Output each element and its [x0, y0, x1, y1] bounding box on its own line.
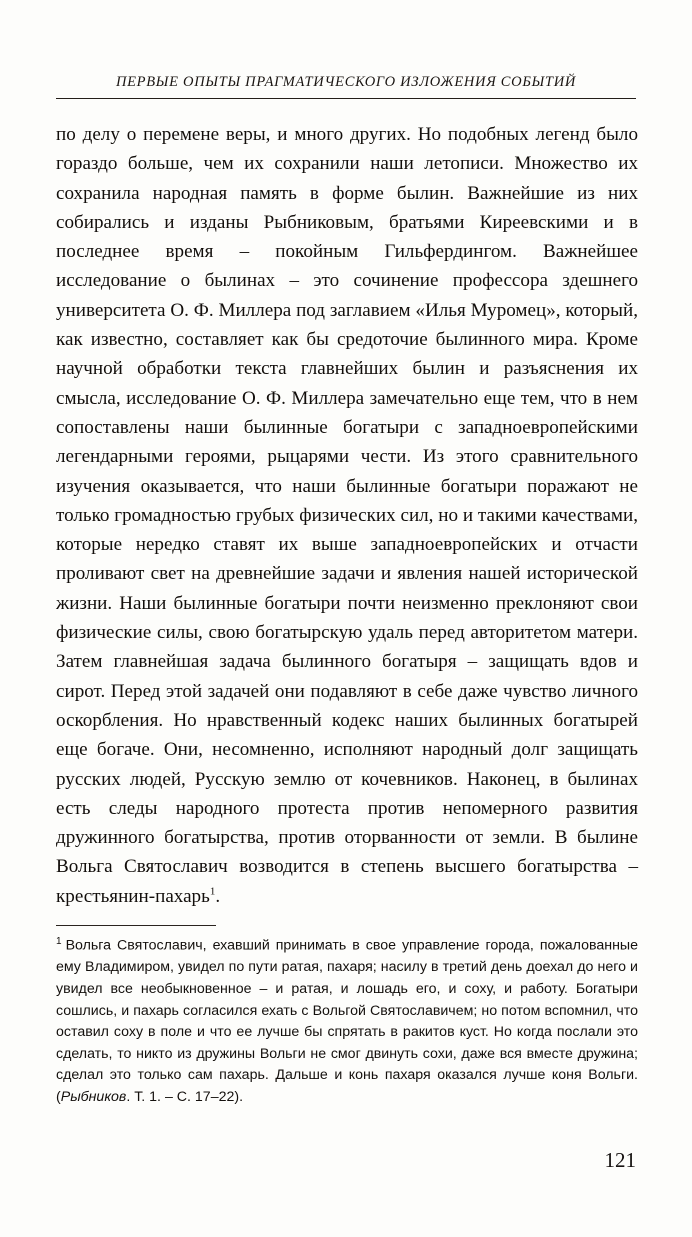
footnote-divider — [56, 925, 216, 926]
footnote-text-after-source: . Т. 1. – С. 17–22). — [126, 1088, 244, 1105]
body-text: по делу о перемене веры, и много других. Но подобных легенд было гораздо больше, чем их сохранили наши летописи. Множество их сохранила народная память в форме былин. Важнейшие из них собирались и изданы Рыбниковым, братьями Киреевскими и в последнее время – покойным Гильфердингом. Важнейшее исследование о былинах – это сочинение профессора здешнего университета О. Ф. Миллера под заглавием «Илья Муромец», который, как известно, составляет как бы средоточие былинного мира. Кроме научной обработки текста главнейших былин и разъяснения их смысла, исследование О. Ф. Миллера замечательно еще тем, что в нем сопоставлены наши былинные богатыри с западноевропейскими легендарными героями, рыцарями чести. Из этого сравнительного изучения оказывается, что наши былинные богатыри поражают не только громадностью грубых физических сил, но и такими качествами, которые нередко ставят их выше западноевропейских и отчасти проливают свет на древнейшие задачи и явления нашей исторической жизни. Наши былинные богатыри почти неизменно преклоняют свои физические силы, свою богатырскую удаль перед авторитетом матери. Затем главнейшая задача былинного богатыря – защищать вдов и сирот. Перед этой задачей они подавляют в себе даже чувство личного оскорбления. Но нравственный кодекс наших былинных богатырей еще богаче. Они, несомненно, исполняют народный долг защищать русских людей, Русскую землю от кочевников. Наконец, в былинах есть следы народного протеста против непомерного развития дружинного богатырства, против оторванности от земли. В былине Вольга Святославич возводится в степень высшего богатырства – крестьянин-пахарь — [56, 124, 638, 907]
body-text-tail: . — [215, 885, 221, 907]
footnote-reference[interactable]: 1 — [209, 885, 216, 898]
running-head: ПЕРВЫЕ ОПЫТЫ ПРАГМАТИЧЕСКОГО ИЗЛОЖЕНИЯ СОБЫТИЙ — [115, 74, 577, 90]
footnote-source-name: Рыбников — [60, 1088, 127, 1105]
header-divider — [56, 98, 636, 99]
page-number: 121 — [604, 1148, 636, 1172]
footnote-text-before-source: Вольга Святославич, ехавший принимать в свое управление города, пожалованные ему Владимиром, увидел по пути ратая, пахаря; насилу в третий день доехал до него и увидел все необыкновенное – и ратая, и лошадь его, и соху, и работу. Богатыри сошлись, и пахарь согласился ехать с Вольгой Святославичем; но потом вспомнил, что оставил соху в поле и что ее лучше бы спрятать в ракитов куст. Но когда послали это сделать, то никто из дружины Вольги не смог двинуть сохи, даже вся вместе дружина; сделал это только сам пахарь. Дальше и конь пахаря оказался лучше коня Вольги. ( — [56, 937, 638, 1105]
footnote-marker: 1 — [56, 936, 62, 947]
body-paragraph — [56, 120, 638, 911]
footnote — [56, 931, 638, 1108]
